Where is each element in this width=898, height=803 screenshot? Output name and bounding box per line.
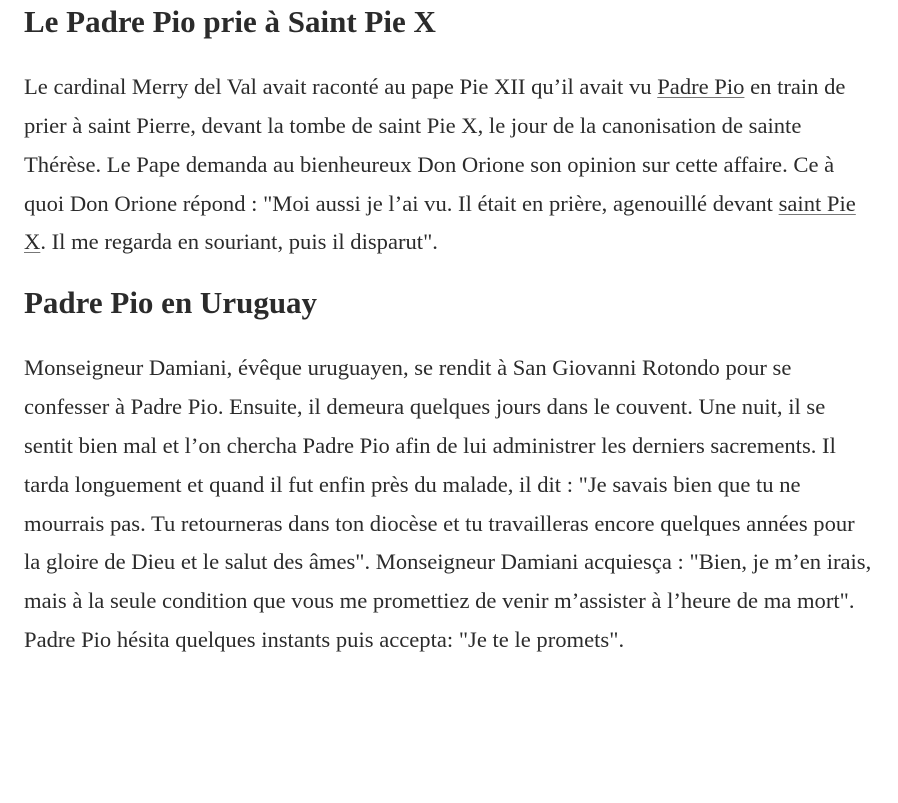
- article: [0, 3, 898, 660]
- paragraph-uruguay: Monseigneur Damiani, évêque uruguayen, se rendit à San Giovanni Rotondo pour se confesser à Padre Pio. Ensuite, il demeura quelques jours dans le couvent. Une nuit, il se sentit bien mal et l’on chercha Padre Pio afin de lui administrer les derniers sacrements. Il tarda longuement et quand il fut enfin près du malade, il dit : "Je savais bien que tu ne mourrais pas. Tu retourneras dans ton diocèse et tu travailleras encore quelques années pour la gloire de Dieu et le salut des âmes". Monseigneur Damiani acquiesça : "Bien, je m’en irais, mais à la seule condition que vous me promettiez de venir m’assister à l’heure de ma mort". Padre Pio hésita quelques instants puis accepta: "Je te le promets".: [24, 355, 872, 652]
- link-saint-pie-x[interactable]: saint Pie X: [24, 190, 856, 255]
- paragraph-saint-pie-x: [24, 68, 874, 262]
- paragraph-text: en train de prier à saint Pierre, devant la tombe de saint Pie X, le jour de la canonisation de sainte Thérèse. Le Pape demanda au bienheureux Don Orione son opinion sur cette affaire. Ce à quoi Don Orione répond : "Moi aussi je l’ai vu. Il était en prière, agenouillé devant: [24, 74, 846, 216]
- link-padre-pio[interactable]: Padre Pio: [657, 74, 745, 100]
- paragraph-text: Le cardinal Merry del Val avait raconté au pape Pie XII qu’il avait vu: [24, 74, 658, 100]
- paragraph-text: . Il me regarda en souriant, puis il disparut".: [40, 229, 438, 255]
- section-title-uruguay: Padre Pio en Uruguay: [24, 285, 318, 321]
- section-title-saint-pie-x: Le Padre Pio prie à Saint Pie X: [24, 4, 436, 39]
